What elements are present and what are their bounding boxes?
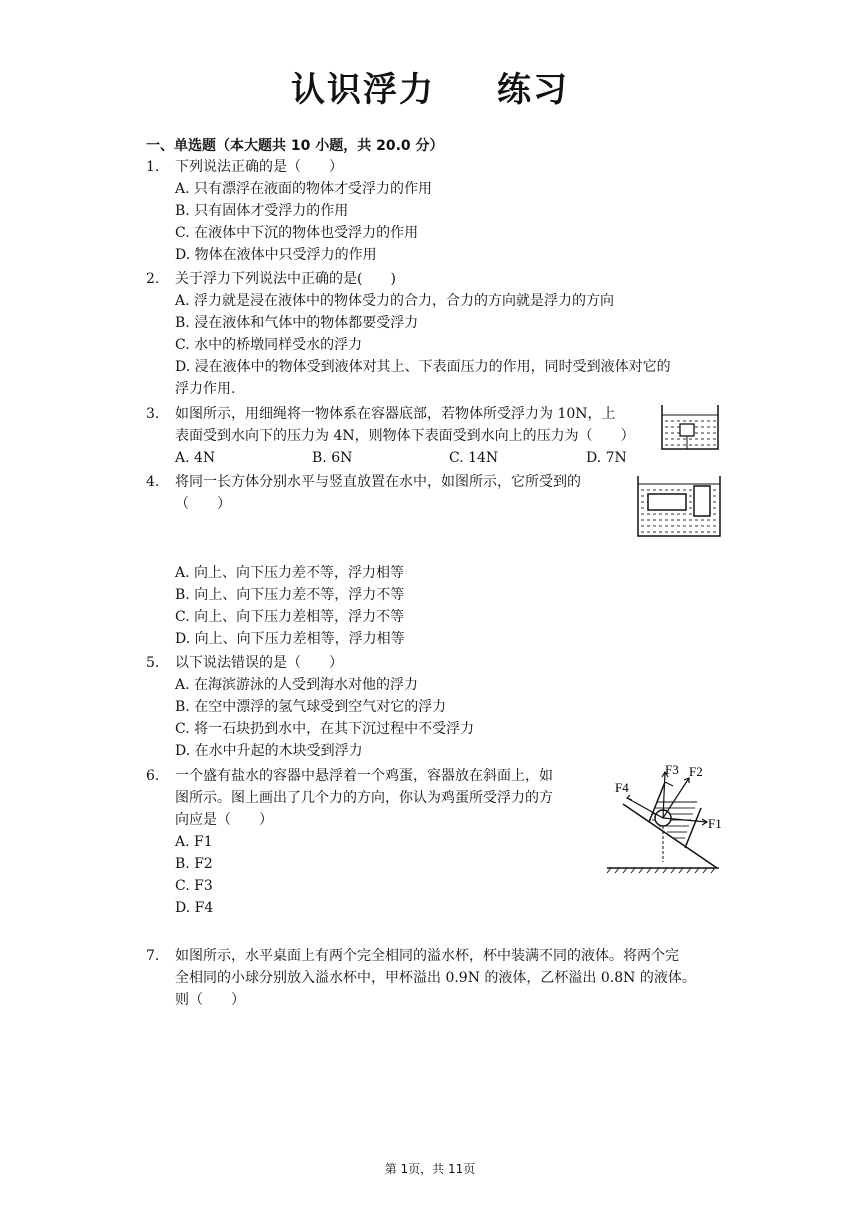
- option-d: D. 向上、向下压力差相等，浮力相等: [175, 631, 405, 647]
- option-d: D. 在水中升起的木块受到浮力: [175, 743, 363, 759]
- question-2: [146, 268, 671, 400]
- figure-4-container-blocks: [636, 474, 722, 538]
- title-part1: 认识浮力: [291, 70, 435, 110]
- option-c: C. F3: [175, 878, 213, 894]
- page-title: [0, 62, 860, 111]
- question-number: 3.: [146, 406, 160, 422]
- option-a: A. 浮力就是浸在液体中的物体受力的合力，合力的方向就是浮力的方向: [175, 293, 615, 309]
- question-stem-line1: 如图所示，用细绳将一物体系在容器底部，若物体所受浮力为 10N，上: [175, 406, 616, 422]
- option-c: C. 向上、向下压力差相等，浮力不等: [175, 609, 405, 625]
- question-7: [146, 945, 696, 1011]
- question-number: 6.: [146, 768, 160, 784]
- question-stem-line3: 则（ ）: [175, 992, 245, 1008]
- option-c: C. 14N: [449, 450, 499, 466]
- option-b: B. 浸在液体和气体中的物体都要受浮力: [175, 315, 419, 331]
- option-a: A. 4N: [175, 450, 216, 466]
- option-d: D. F4: [175, 900, 214, 916]
- question-stem-line1: 如图所示，水平桌面上有两个完全相同的溢水杯，杯中装满不同的液体。将两个完: [175, 948, 679, 964]
- question-number: 4.: [146, 474, 160, 490]
- question-stem-line2: 图所示。图上画出了几个力的方向，你认为鸡蛋所受浮力的方: [175, 790, 553, 806]
- question-stem-line2: 全相同的小球分别放入溢水杯中，甲杯溢出 0.9N 的液体，乙杯溢出 0.8N 的液体。: [175, 970, 696, 986]
- question-stem-line2: 表面受到水向下的压力为 4N，则物体下表面受到水向上的压力为（ ）: [175, 428, 635, 444]
- question-4-options: [146, 562, 405, 650]
- option-d: D. 浸在液体中的物体受到液体对其上、下表面压力的作用，同时受到液体对它的: [175, 359, 671, 375]
- figure-3-container-rope: [660, 403, 720, 451]
- question-stem-line1: 将同一长方体分别水平与竖直放置在水中，如图所示，它所受到的: [175, 474, 581, 490]
- option-a: A. 只有漂浮在液面的物体才受浮力的作用: [175, 181, 433, 197]
- option-d: D. 物体在液体中只受浮力的作用: [175, 247, 377, 263]
- option-c: C. 在液体中下沉的物体也受浮力的作用: [175, 225, 419, 241]
- label-f2: F2: [689, 764, 703, 779]
- option-a: A. F1: [175, 834, 213, 850]
- option-b: B. 6N: [312, 450, 353, 466]
- option-d-continued: 浮力作用.: [175, 381, 236, 397]
- label-f1: F1: [708, 816, 722, 831]
- option-a: A. 在海滨游泳的人受到海水对他的浮力: [175, 677, 419, 693]
- option-b: B. 只有固体才受浮力的作用: [175, 203, 349, 219]
- options-row: [175, 447, 646, 469]
- question-stem: 关于浮力下列说法中正确的是( ): [175, 271, 396, 287]
- option-b: B. 向上、向下压力差不等，浮力不等: [175, 587, 405, 603]
- question-6: [146, 765, 606, 919]
- option-b: B. 在空中漂浮的氢气球受到空气对它的浮力: [175, 699, 447, 715]
- title-part2: 练习: [497, 70, 569, 110]
- option-b: B. F2: [175, 856, 213, 872]
- question-stem: 以下说法错误的是（ ）: [175, 655, 343, 671]
- question-stem-line3: 向应是（ ）: [175, 812, 273, 828]
- option-d: D. 7N: [586, 450, 627, 466]
- question-4: [146, 471, 626, 515]
- page-footer: 第 1页，共 11页: [384, 1162, 476, 1176]
- section-heading: 一、单选题（本大题共 10 小题，共 20.0 分）: [146, 138, 444, 154]
- question-1: [146, 156, 432, 266]
- question-5: [146, 652, 474, 762]
- option-c: C. 水中的桥墩同样受水的浮力: [175, 337, 363, 353]
- question-stem-line1: 一个盛有盐水的容器中悬浮着一个鸡蛋，容器放在斜面上，如: [175, 768, 553, 784]
- question-number: 1.: [146, 159, 160, 175]
- label-f3: F3: [665, 762, 679, 777]
- question-3: [146, 403, 646, 469]
- question-number: 2.: [146, 271, 160, 287]
- figure-6-incline-egg: [605, 762, 725, 874]
- option-c: C. 将一石块扔到水中，在其下沉过程中不受浮力: [175, 721, 475, 737]
- label-f4: F4: [615, 780, 629, 795]
- option-a: A. 向上、向下压力差不等，浮力相等: [175, 565, 405, 581]
- question-stem-line2: （ ）: [175, 496, 231, 512]
- question-number: 5.: [146, 655, 160, 671]
- question-number: 7.: [146, 948, 160, 964]
- question-stem: 下列说法正确的是（ ）: [175, 159, 343, 175]
